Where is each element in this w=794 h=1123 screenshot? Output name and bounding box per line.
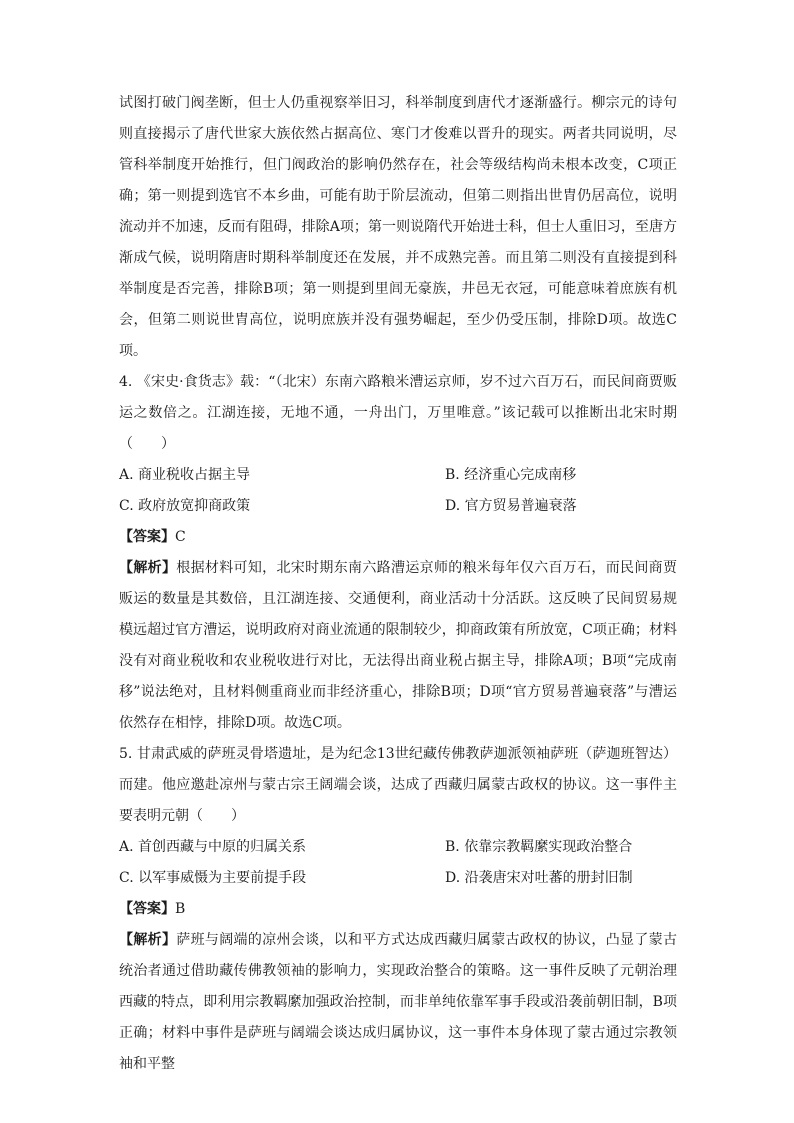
- analysis-text: 根据材料可知，北宋时期东南六路漕运京师的粮米每年仅六百万石，而民间商贾贩运的数量是其数倍，且江湖连接、交通便利，商业活动十分活跃。这反映了民间贸易规模远超过官方漕运，说明政府对商业流通的限制较少，抑商政策有所放宽，C项正确；材料没有对商业税收和农业税收进行对比，无法得出商业税占据主导，排除A项；B项“完成南移”说法绝对，且材料侧重商业而非经济重心，排除B项；D项“官方贸易普遍衰落”与漕运依然存在相悖，排除D项。故选C项。: [119, 560, 678, 731]
- question-5-option-c: C. 以军事威慑为主要前提手段: [119, 870, 307, 886]
- question-5-answer: [119, 894, 677, 925]
- question-4-option-c: C. 政府放宽抑商政策: [119, 498, 251, 514]
- question-5-option-d: D. 沿袭唐宋对吐蕃的册封旧制: [445, 870, 633, 886]
- question-4-option-d: D. 官方贸易普遍衰落: [445, 498, 577, 514]
- document-page: [119, 88, 677, 1080]
- question-5-analysis: [119, 925, 677, 1080]
- question-4-option-b: B. 经济重心完成南移: [445, 467, 577, 483]
- question-5-options: [119, 832, 677, 894]
- answer-value: B: [175, 901, 186, 917]
- question-5-option-b: B. 依靠宗教羁縻实现政治整合: [445, 839, 633, 855]
- question-4-answer: [119, 522, 677, 553]
- analysis-label: 【解析】: [119, 560, 177, 576]
- answer-label: 【答案】: [119, 901, 175, 917]
- answer-value: C: [175, 529, 186, 545]
- analysis-label: 【解析】: [119, 932, 177, 948]
- question-4-options: [119, 460, 677, 522]
- analysis-text: 萨班与阔端的凉州会谈，以和平方式达成西藏归属蒙古政权的协议，凸显了蒙古统治者通过借助藏传佛教领袖的影响力，实现政治整合的策略。这一事件反映了元朝治理西藏的特点，即利用宗教羁縻加强政治控制，而非单纯依靠军事手段或沿袭前朝旧制，B项正确；材料中事件是萨班与阔端会谈达成归属协议，这一事件本身体现了蒙古通过宗教领袖和平整: [119, 932, 678, 1072]
- question-4-analysis: [119, 553, 677, 739]
- previous-analysis-continuation: 试图打破门阀垄断，但士人仍重视察举旧习，科举制度到唐代才逐渐盛行。柳宗元的诗句则直接揭示了唐代世家大族依然占据高位、寒门才俊难以晋升的现实。两者共同说明，尽管科举制度开始推行，但门阀政治的影响仍然存在，社会等级结构尚未根本改变，C项正确；第一则提到选官不本乡曲，可能有助于阶层流动，但第二则指出世胄仍居高位，说明流动并不加速，反而有阻碍，排除A项；第一则说隋代开始进士科，但士人重旧习，至唐方渐成气候，说明隋唐时期科举制度还在发展，并不成熟完善。而且第二则没有直接提到科举制度是否完善，排除B项；第一则提到里闾无豪族，井邑无衣冠，可能意味着庶族有机会，但第二则说世胄高位，说明庶族并没有强势崛起，至少仍受压制，排除D项。故选C项。: [119, 95, 677, 359]
- question-5-option-a: A. 首创西藏与中原的归属关系: [119, 839, 307, 855]
- question-4-stem: 4. 《宋史·食货志》载：“（北宋）东南六路粮米漕运京师，岁不过六百万石，而民间商贾贩运之数倍之。江湖连接，无地不通，一舟出门，万里唯意。”该记载可以推断出北宋时期（ ）: [119, 374, 677, 452]
- question-4-option-a: A. 商业税收占据主导: [119, 467, 251, 483]
- answer-label: 【答案】: [119, 529, 175, 545]
- question-5-stem: 5. 甘肃武威的萨班灵骨塔遗址，是为纪念13世纪藏传佛教萨迦派领袖萨班（萨迦班智达）而建。他应邀赴凉州与蒙古宗王阔端会谈，达成了西藏归属蒙古政权的协议。这一事件主要表明元朝（ ）: [119, 746, 677, 824]
